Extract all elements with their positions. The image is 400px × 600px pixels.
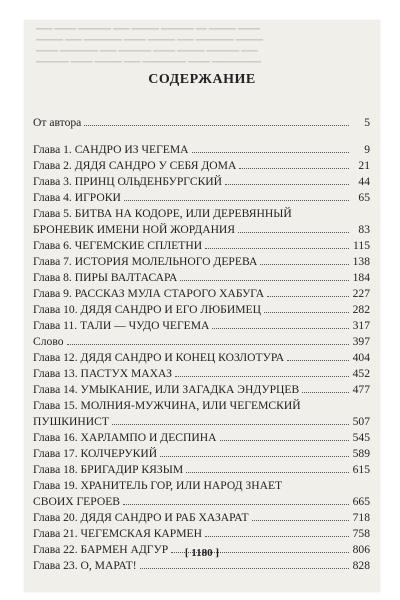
toc-entry-continuation	[33, 493, 370, 509]
toc-entry	[33, 461, 370, 477]
toc-entry-page: 21	[358, 159, 370, 172]
toc-entry-title: Глава 8. ПИРЫ ВАЛТАСАРА	[33, 271, 178, 284]
toc-entry-page: 477	[352, 383, 370, 396]
dot-leader	[160, 456, 349, 457]
toc-entry-page: 184	[352, 271, 370, 284]
toc-entry-page: 615	[352, 463, 370, 476]
dot-leader	[205, 536, 349, 537]
toc-entry-page: 5	[364, 116, 370, 129]
toc-entry-page: 317	[352, 319, 370, 332]
toc-entry	[33, 525, 370, 541]
dot-leader	[252, 520, 349, 521]
show-through-text: ━━━ ━━━━ ━━━━━━ ━━━ ━━━━━ ━━━━━━ ━━ ━━━━━ ━━━━ ━━━━━ ━━━ ━━━━━━━ ━━━━ ━━━━━ ━━━ ━━━━━━━ ━━━━━ ━━━━ ━━━━━━━ ━━━ ━━━━━━ ━━━━ ━━━━━ ━━━━━━ ━━━ ━━━━━━ ━━━━ ━━━━━ ━━━ ━━━━━━━━ ━━━━ ━━━━━━━━━	[36, 24, 264, 67]
toc-entry	[33, 301, 370, 317]
toc-entry-title: Глава 5. БИТВА НА КОДОРЕ, ИЛИ ДЕРЕВЯННЫЙ	[33, 207, 292, 220]
dot-leader	[264, 312, 349, 313]
toc-entry-title: Глава 14. УМЫКАНИЕ, ИЛИ ЗАГАДКА ЭНДУРЦЕВ	[33, 383, 300, 396]
toc-entry-title: Глава 22. БАРМЕН АДГУР	[33, 543, 169, 556]
toc-entry	[33, 333, 370, 349]
dot-leader	[205, 248, 349, 249]
toc-entry-page: 227	[352, 287, 370, 300]
toc-entry-title-continued: СВОИХ ГЕРОЕВ	[33, 495, 121, 508]
dot-leader	[239, 168, 349, 169]
toc-entry	[33, 189, 370, 205]
toc-entry	[33, 285, 370, 301]
toc-entry-title: От автора	[33, 116, 82, 129]
dot-leader	[267, 296, 349, 297]
toc-entry-page: 545	[352, 431, 370, 444]
toc-entry-title: Глава 23. О, МАРАТ!	[33, 559, 137, 572]
table-of-contents	[33, 114, 370, 573]
dot-leader	[220, 440, 349, 441]
dot-leader	[212, 328, 349, 329]
toc-entry	[33, 365, 370, 381]
toc-entry-page: 452	[352, 367, 370, 380]
toc-entry-continuation	[33, 221, 370, 237]
toc-entry	[33, 381, 370, 397]
toc-entry-title: Глава 9. РАССКАЗ МУЛА СТАРОГО ХАБУГА	[33, 287, 265, 300]
toc-entry	[33, 205, 370, 221]
toc-entry-page: 397	[352, 335, 370, 348]
dot-leader	[67, 344, 349, 345]
toc-entry	[33, 253, 370, 269]
toc-entry-page: 665	[352, 495, 370, 508]
toc-entry-page: 65	[358, 191, 370, 204]
toc-entry	[33, 509, 370, 525]
toc-entry-title: Глава 16. ХАРЛАМПО И ДЕСПИНА	[33, 431, 217, 444]
toc-entry	[33, 397, 370, 413]
toc-entry-page: 404	[352, 351, 370, 364]
toc-entry-title: Глава 4. ИГРОКИ	[33, 191, 121, 204]
toc-entry-title: Глава 12. ДЯДЯ САНДРО И КОНЕЦ КОЗЛОТУРА	[33, 351, 285, 364]
dot-leader	[124, 200, 349, 201]
dot-leader	[302, 392, 349, 393]
book-page	[24, 20, 380, 592]
toc-entry-page: 9	[364, 143, 370, 156]
toc-entry-page: 806	[352, 543, 370, 556]
toc-entry-page: 758	[352, 527, 370, 540]
dot-leader	[123, 504, 349, 505]
toc-entry-page: 138	[352, 255, 370, 268]
dot-leader	[260, 264, 349, 265]
toc-entry-title: Глава 19. ХРАНИТЕЛЬ ГОР, ИЛИ НАРОД ЗНАЕТ	[33, 479, 283, 492]
toc-entry	[33, 141, 370, 157]
toc-entry-title: Глава 11. ТАЛИ — ЧУДО ЧЕГЕМА	[33, 319, 210, 332]
dot-leader	[287, 360, 349, 361]
dot-leader	[112, 424, 349, 425]
toc-entry-title: Глава 1. САНДРО ИЗ ЧЕГЕМА	[33, 143, 189, 156]
toc-entry-page: 589	[352, 447, 370, 460]
toc-entry-page: 828	[352, 559, 370, 572]
toc-entry	[33, 317, 370, 333]
page-number: [ 1180 ]	[184, 547, 220, 559]
toc-entry-continuation	[33, 413, 370, 429]
dot-leader	[180, 280, 349, 281]
dot-leader	[225, 184, 349, 185]
toc-entry-page: 718	[352, 511, 370, 524]
dot-leader	[84, 125, 349, 126]
toc-entry	[33, 349, 370, 365]
toc-entry	[33, 237, 370, 253]
toc-entry	[33, 429, 370, 445]
toc-entry-title: Глава 3. ПРИНЦ ОЛЬДЕНБУРГСКИЙ	[33, 175, 223, 188]
toc-entry-title: Слово	[33, 335, 64, 348]
toc-entry	[33, 445, 370, 461]
toc-entry	[33, 477, 370, 493]
page-title: СОДЕРЖАНИЕ	[148, 72, 256, 87]
toc-entry-title: Глава 21. ЧЕГЕМСКАЯ КАРМЕН	[33, 527, 203, 540]
toc-entry-page: 83	[358, 223, 370, 236]
dot-leader	[175, 376, 349, 377]
toc-entry	[33, 157, 370, 173]
toc-entry-title: Глава 20. ДЯДЯ САНДРО И РАБ ХАЗАРАТ	[33, 511, 249, 524]
toc-entry	[33, 173, 370, 189]
toc-entry-title: Глава 6. ЧЕГЕМСКИЕ СПЛЕТНИ	[33, 239, 203, 252]
toc-entry-page: 282	[352, 303, 370, 316]
toc-entry	[33, 114, 370, 130]
toc-entry-title: Глава 13. ПАСТУХ МАХАЗ	[33, 367, 172, 380]
toc-entry-title-continued: БРОНЕВИК ИМЕНИ НОЙ ЖОРДАНИЯ	[33, 223, 236, 236]
toc-entry-page: 507	[352, 415, 370, 428]
toc-entry-title: Глава 18. БРИГАДИР КЯЗЫМ	[33, 463, 184, 476]
dot-leader	[238, 232, 349, 233]
toc-entry-title: Глава 17. КОЛЧЕРУКИЙ	[33, 447, 158, 460]
toc-entry	[33, 269, 370, 285]
dot-leader	[140, 568, 349, 569]
toc-entry-page: 44	[358, 175, 370, 188]
toc-entry	[33, 557, 370, 573]
toc-entry-title: Глава 2. ДЯДЯ САНДРО У СЕБЯ ДОМА	[33, 159, 237, 172]
toc-entry-page: 115	[353, 239, 370, 252]
toc-entry-title-continued: ПУШКИНИСТ	[33, 415, 109, 428]
dot-leader	[186, 472, 349, 473]
toc-entry-title: Глава 10. ДЯДЯ САНДРО И ЕГО ЛЮБИМЕЦ	[33, 303, 261, 316]
toc-entry-title: Глава 15. МОЛНИЯ-МУЖЧИНА, ИЛИ ЧЕГЕМСКИЙ	[33, 399, 301, 412]
dot-leader	[192, 152, 349, 153]
toc-entry-title: Глава 7. ИСТОРИЯ МОЛЕЛЬНОГО ДЕРЕВА	[33, 255, 258, 268]
